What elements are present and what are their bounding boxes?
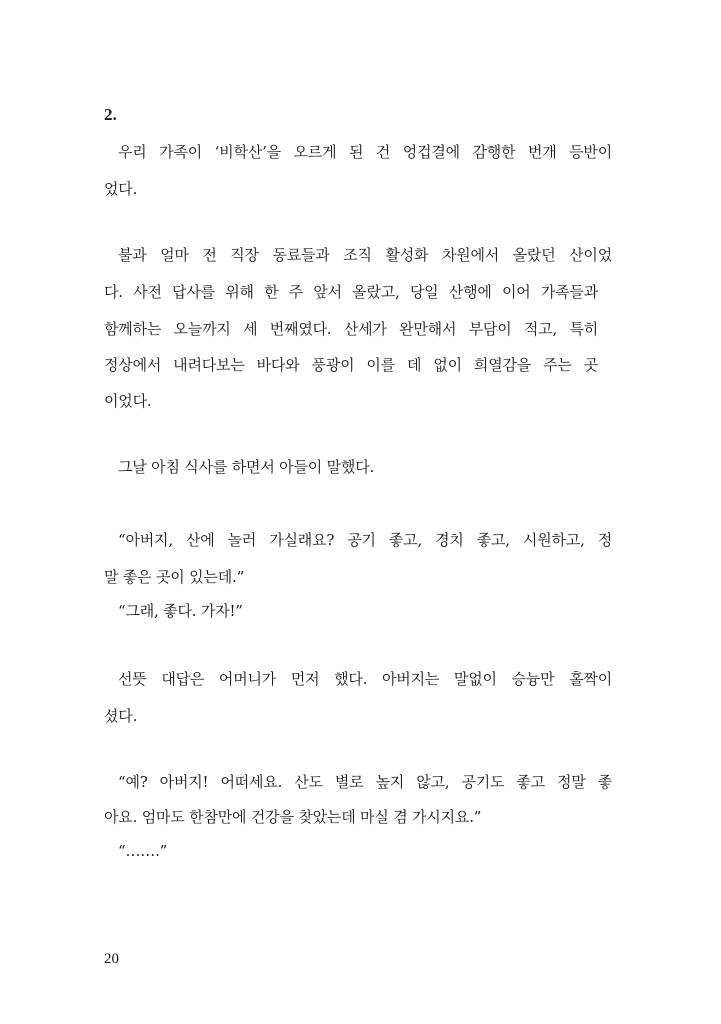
paragraph-line: “예? 아버지! 어떠세요. 산도 별로 높지 않고, 공기도 좋고 정말 좋 [118,773,612,791]
paragraph-line: “아버지, 산에 놀러 가실래요? 공기 좋고, 경치 좋고, 시원하고, 정 [118,531,612,549]
paragraph-line: 아요. 엄마도 한참만에 건강을 찾았는데 마실 겸 가시지요.” [104,808,482,826]
paragraph-line: 이었다. [104,392,152,410]
page-number: 20 [104,951,119,967]
paragraph-line: 선뜻 대답은 어머니가 먼저 했다. 아버지는 말없이 승늉만 홀짝이 [118,670,612,688]
paragraph-line: 다. 사전 답사를 위해 한 주 앞서 올랐고, 당일 산행에 이어 가족들과 [104,283,598,301]
paragraph-line: 그날 아침 식사를 하면서 아들이 말했다. [118,458,375,476]
paragraph-line: 셨다. [104,707,138,725]
section-number: 2. [104,105,117,124]
paragraph-line: 말 좋은 곳이 있는데.” [104,568,245,586]
paragraph-line: 우리 가족이 ‘비학산’을 오르게 된 건 엉겁결에 감행한 번개 등반이 [118,143,612,161]
paragraph-line: “그래, 좋다. 가자!” [118,602,243,620]
paragraph-line: 불과 얼마 전 직장 동료들과 조직 활성화 차원에서 올랐던 산이었 [118,246,612,264]
paragraph-line: 었다. [104,180,138,198]
paragraph-line: 정상에서 내려다보는 바다와 풍광이 이를 데 없이 희열감을 주는 곳 [104,356,598,374]
paragraph-line: “…….” [118,842,168,860]
paragraph-line: 함께하는 오늘까지 세 번째였다. 산세가 완만해서 부담이 적고, 특히 [104,320,598,338]
